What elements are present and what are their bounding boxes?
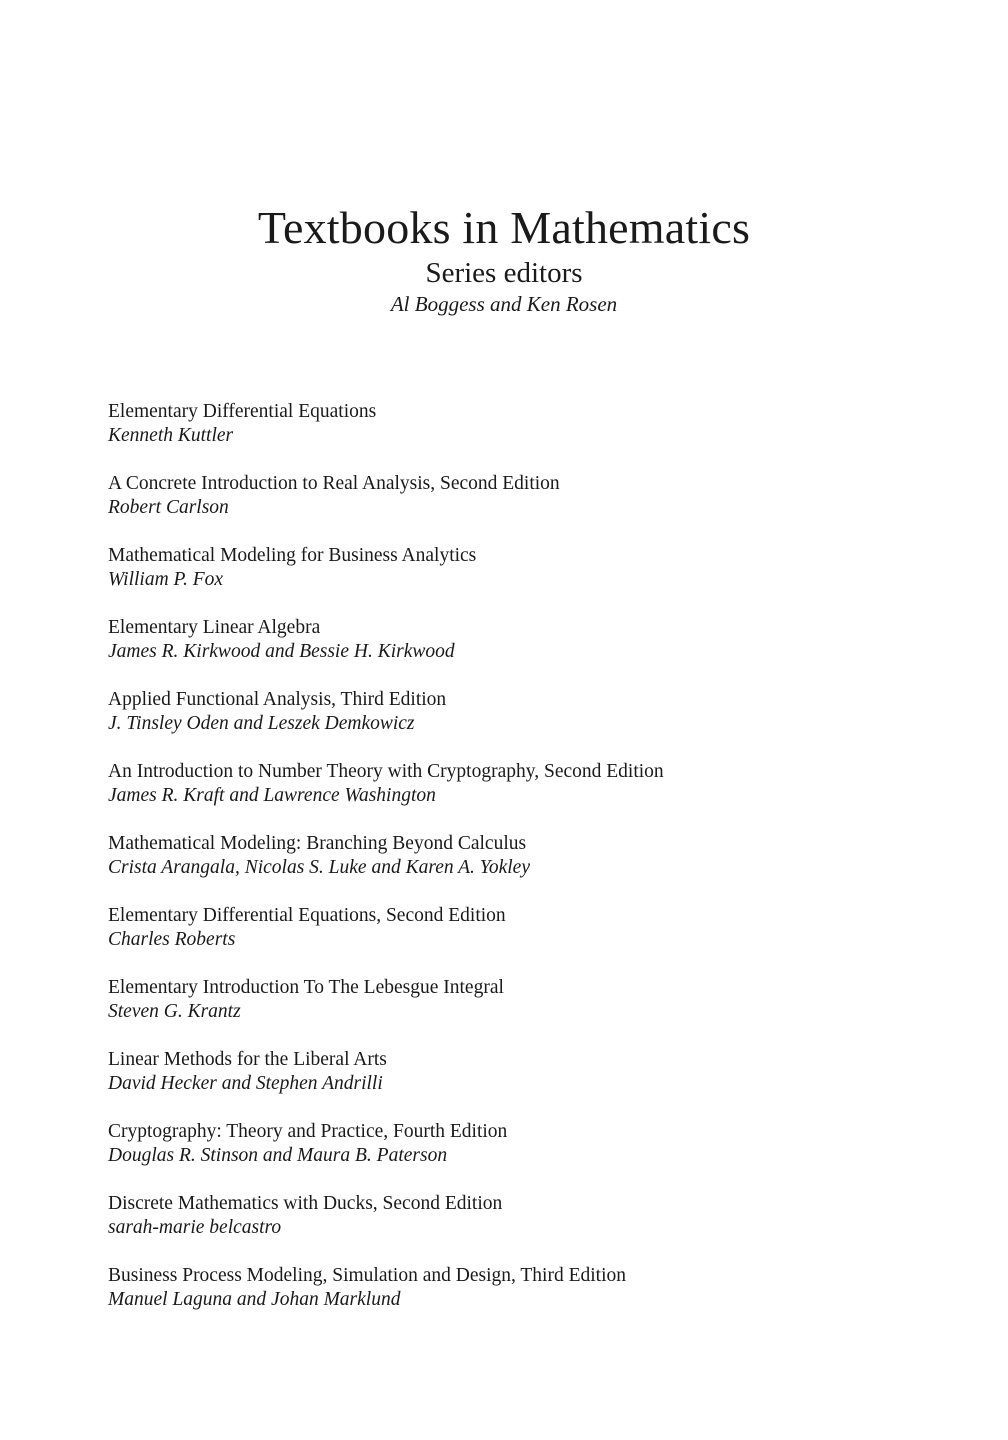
book-entry — [108, 832, 908, 904]
book-entry — [108, 400, 908, 472]
book-authors: Kenneth Kuttler — [108, 425, 234, 446]
book-authors: Steven G. Krantz — [108, 1001, 241, 1022]
book-authors: William P. Fox — [108, 569, 224, 590]
book-entry — [108, 904, 908, 976]
book-title: Mathematical Modeling: Branching Beyond Calculus — [108, 833, 527, 854]
book-title: Business Process Modeling, Simulation and Design, Third Edition — [108, 1265, 626, 1286]
book-entry — [108, 544, 908, 616]
book-authors: Robert Carlson — [108, 497, 229, 518]
book-title: Applied Functional Analysis, Third Edition — [108, 689, 447, 710]
book-title: Mathematical Modeling for Business Analytics — [108, 545, 477, 566]
series-editors-label: Series editors — [425, 257, 583, 289]
book-entry — [108, 976, 908, 1048]
book-title: Discrete Mathematics with Ducks, Second Edition — [108, 1193, 503, 1214]
book-title: An Introduction to Number Theory with Cryptography, Second Edition — [108, 761, 664, 782]
book-title: A Concrete Introduction to Real Analysis, Second Edition — [108, 473, 560, 494]
book-title: Cryptography: Theory and Practice, Fourth Edition — [108, 1121, 508, 1142]
book-authors: David Hecker and Stephen Andrilli — [108, 1073, 383, 1094]
book-entry — [108, 472, 908, 544]
book-authors: Charles Roberts — [108, 929, 236, 950]
book-title: Elementary Introduction To The Lebesgue Integral — [108, 977, 504, 998]
book-title: Elementary Linear Algebra — [108, 617, 321, 638]
book-list — [108, 400, 908, 1336]
book-entry — [108, 1120, 908, 1192]
series-editors-names: Al Boggess and Ken Rosen — [390, 292, 618, 316]
book-authors: sarah-marie belcastro — [108, 1217, 282, 1238]
series-header — [0, 200, 1008, 318]
book-authors: James R. Kraft and Lawrence Washington — [108, 785, 436, 806]
series-title: Textbooks in Mathematics — [257, 202, 751, 253]
book-authors: James R. Kirkwood and Bessie H. Kirkwood — [108, 641, 455, 662]
book-title: Elementary Differential Equations, Second Edition — [108, 905, 506, 926]
book-authors: J. Tinsley Oden and Leszek Demkowicz — [108, 713, 415, 734]
book-entry — [108, 1048, 908, 1120]
book-authors: Manuel Laguna and Johan Marklund — [108, 1289, 401, 1310]
book-authors: Crista Arangala, Nicolas S. Luke and Karen A. Yokley — [108, 857, 530, 878]
book-entry — [108, 760, 908, 832]
book-entry — [108, 616, 908, 688]
book-entry — [108, 688, 908, 760]
book-title: Linear Methods for the Liberal Arts — [108, 1049, 387, 1070]
book-entry — [108, 1264, 908, 1336]
book-title: Elementary Differential Equations — [108, 401, 377, 422]
book-entry — [108, 1192, 908, 1264]
book-authors: Douglas R. Stinson and Maura B. Paterson — [108, 1145, 448, 1166]
